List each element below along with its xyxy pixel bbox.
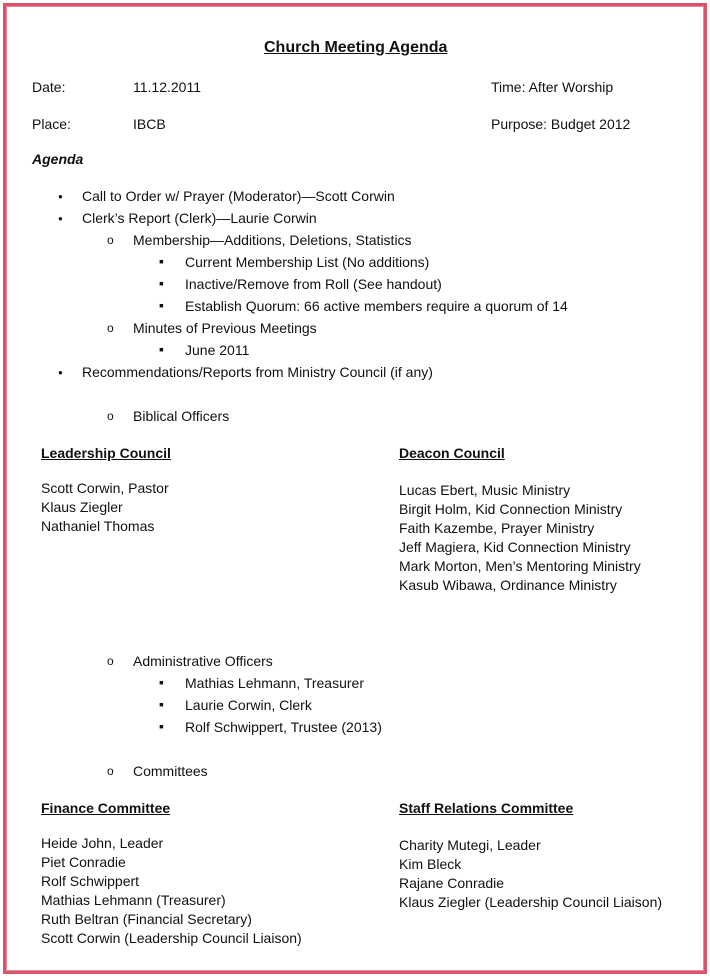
agenda-subitem-membership: o Membership—Additions, Deletions, Statistics bbox=[133, 232, 412, 249]
agenda-subsubitem-june: ▪ June 2011 bbox=[185, 342, 249, 359]
list-item: Lucas Ebert, Music Ministry bbox=[399, 482, 571, 498]
list-item: Mathias Lehmann (Treasurer) bbox=[41, 892, 226, 908]
list-item: Scott Corwin, Pastor bbox=[41, 480, 169, 496]
date-value: 11.12.2011 bbox=[133, 79, 201, 95]
agenda-item-recommendations: ● Recommendations/Reports from Ministry Council (if any) bbox=[82, 364, 433, 381]
finance-committee-heading: Finance Committee bbox=[41, 800, 171, 816]
agenda-subitem-administrative: o Administrative Officers bbox=[133, 653, 273, 670]
list-item: Klaus Ziegler bbox=[41, 499, 123, 515]
list-item: Heide John, Leader bbox=[41, 835, 164, 851]
agenda-subsubitem-inactive: ▪ Inactive/Remove from Roll (See handout) bbox=[185, 276, 442, 293]
finance-committee-list bbox=[41, 834, 302, 948]
list-item: Klaus Ziegler (Leadership Council Liaison) bbox=[399, 894, 663, 910]
officer-treasurer: ▪ Mathias Lehmann, Treasurer bbox=[185, 675, 364, 692]
document-title: Church Meeting Agenda bbox=[264, 39, 448, 56]
place-label: Place: bbox=[32, 116, 71, 132]
staff-relations-list bbox=[399, 836, 662, 912]
agenda-item-clerk-report: ● Clerk’s Report (Clerk)—Laurie Corwin bbox=[82, 210, 317, 227]
time-text: Time: After Worship bbox=[491, 79, 614, 95]
list-item: Nathaniel Thomas bbox=[41, 518, 155, 534]
agenda-subitem-biblical: o Biblical Officers bbox=[133, 408, 229, 425]
deacon-council-list bbox=[399, 481, 641, 595]
list-item: Kim Bleck bbox=[399, 856, 462, 872]
list-item: Rolf Schwippert bbox=[41, 873, 140, 889]
purpose-text: Purpose: Budget 2012 bbox=[491, 116, 631, 132]
list-item: Faith Kazembe, Prayer Ministry bbox=[399, 520, 595, 536]
list-item: Piet Conradie bbox=[41, 854, 126, 870]
list-item: Mark Morton, Men’s Mentoring Ministry bbox=[399, 558, 641, 574]
leadership-council-list bbox=[41, 479, 169, 536]
agenda-subitem-minutes: o Minutes of Previous Meetings bbox=[133, 320, 317, 337]
agenda-subitem-committees: o Committees bbox=[133, 763, 208, 780]
list-item: Ruth Beltran (Financial Secretary) bbox=[41, 911, 252, 927]
list-item: Rajane Conradie bbox=[399, 875, 505, 891]
date-label: Date: bbox=[32, 79, 66, 95]
list-item: Charity Mutegi, Leader bbox=[399, 837, 541, 853]
officer-clerk: ▪ Laurie Corwin, Clerk bbox=[185, 697, 312, 714]
list-item: Birgit Holm, Kid Connection Ministry bbox=[399, 501, 623, 517]
agenda-item-call-to-order: ● Call to Order w/ Prayer (Moderator)—Scott Corwin bbox=[82, 188, 395, 205]
deacon-council-heading: Deacon Council bbox=[399, 445, 505, 461]
agenda-subsubitem-current-list: ▪ Current Membership List (No additions) bbox=[185, 254, 429, 271]
staff-relations-heading: Staff Relations Committee bbox=[399, 800, 574, 816]
list-item: Scott Corwin (Leadership Council Liaison) bbox=[41, 930, 302, 946]
place-value: IBCB bbox=[133, 116, 166, 132]
officer-trustee: ▪ Rolf Schwippert, Trustee (2013) bbox=[185, 719, 382, 736]
list-item: Kasub Wibawa, Ordinance Ministry bbox=[399, 577, 617, 593]
agenda-subsubitem-quorum: ▪ Establish Quorum: 66 active members require a quorum of 14 bbox=[185, 298, 568, 315]
leadership-council-heading: Leadership Council bbox=[41, 445, 171, 461]
list-item: Jeff Magiera, Kid Connection Ministry bbox=[399, 539, 631, 555]
agenda-heading: Agenda bbox=[32, 151, 84, 167]
